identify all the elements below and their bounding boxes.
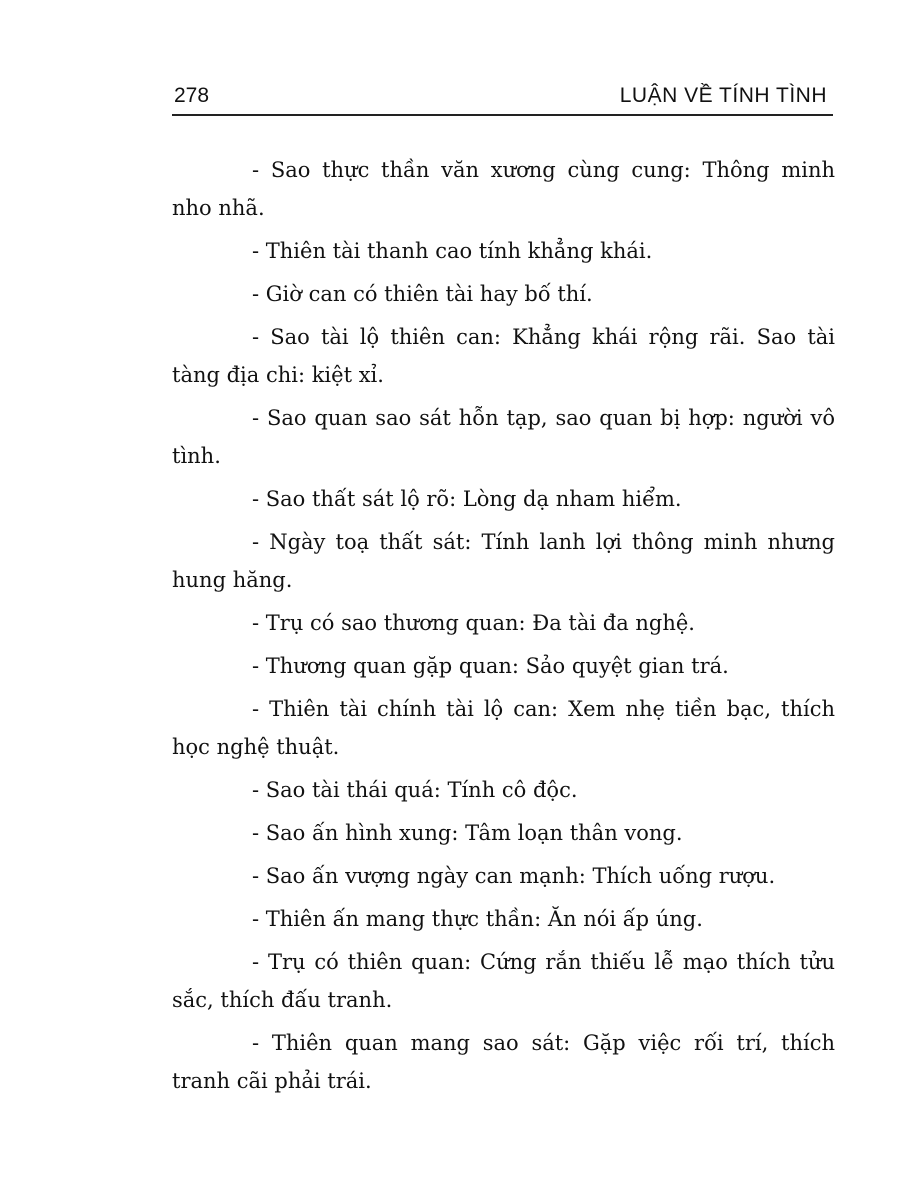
paragraph: - Giờ can có thiên tài hay bố thí. <box>252 282 593 306</box>
paragraph: - Thiên quan mang sao sát: Gặp việc rối trí, thích tranh cãi phải trái. <box>172 1031 835 1093</box>
page-header <box>172 82 833 116</box>
paragraph: - Thiên ấn mang thực thần: Ăn nói ấp úng. <box>252 907 703 931</box>
paragraph: - Trụ có sao thương quan: Đa tài đa nghệ. <box>252 611 695 635</box>
page-body <box>172 151 835 1105</box>
paragraph: - Trụ có thiên quan: Cứng rắn thiếu lễ mạo thích tửu sắc, thích đấu tranh. <box>172 950 835 1012</box>
paragraph: - Thiên tài chính tài lộ can: Xem nhẹ tiền bạc, thích học nghệ thuật. <box>172 697 835 759</box>
running-title: LUẬN VỀ TÍNH TÌNH <box>619 84 827 107</box>
paragraph: - Sao tài thái quá: Tính cô độc. <box>252 778 578 802</box>
paragraph: - Sao ấn hình xung: Tâm loạn thân vong. <box>252 821 683 845</box>
paragraph: - Sao tài lộ thiên can: Khẳng khái rộng rãi. Sao tài tàng địa chi: kiệt xỉ. <box>172 325 835 387</box>
paragraph: - Sao thực thần văn xương cùng cung: Thông minh nho nhã. <box>172 158 835 220</box>
paragraph: - Ngày toạ thất sát: Tính lanh lợi thông minh nhưng hung hăng. <box>172 530 835 592</box>
paragraph: - Thiên tài thanh cao tính khẳng khái. <box>252 239 653 263</box>
paragraph: - Sao thất sát lộ rõ: Lòng dạ nham hiểm. <box>252 487 682 511</box>
paragraph: - Sao ấn vượng ngày can mạnh: Thích uống rượu. <box>252 864 776 888</box>
paragraph: - Sao quan sao sát hỗn tạp, sao quan bị hợp: người vô tình. <box>172 406 835 468</box>
paragraph: - Thương quan gặp quan: Sảo quyệt gian trá. <box>252 654 729 678</box>
page-number: 278 <box>174 84 210 107</box>
